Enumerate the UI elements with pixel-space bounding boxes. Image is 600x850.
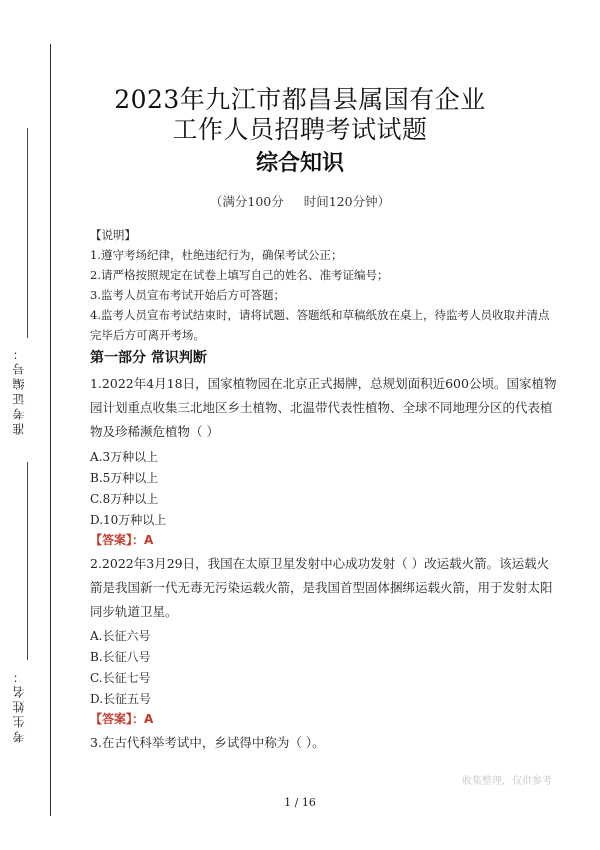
time-limit: 时间120分钟）	[303, 194, 391, 209]
exam-subject: 综合知识	[255, 151, 344, 176]
instruction-item: 2.请严格按照规定在试卷上填写自己的姓名、准考证编号；	[90, 268, 389, 282]
question-1-option-a: A.3万种以上	[90, 450, 159, 464]
exam-title-line1: 2023年九江市都昌县属国有企业	[114, 85, 486, 114]
exam-id-label: 准考证编号：	[12, 345, 26, 435]
question-2-option-b: B.长征八号	[90, 650, 151, 664]
full-score: （满分100分	[209, 194, 284, 209]
question-1-option-d: D.10万种以上	[90, 513, 167, 527]
question-2-answer: 【答案】：A	[90, 712, 154, 726]
question-1-option-c: C.8万种以上	[90, 492, 159, 506]
candidate-name-field	[27, 462, 28, 660]
question-2-option-a: A.长征六号	[90, 629, 151, 643]
instructions	[90, 225, 560, 345]
question-1-answer: 【答案】：A	[90, 533, 154, 547]
question-2-stem: 2.2022年3月29日，我国在太原卫星发射中心成功发射（ ）改运载火箭。该运载火箭是我国新一代无毒无污染运载火箭，是我国首型固体捆绑运载火箭，用于发射太阳同步轨道卫星。	[90, 556, 553, 619]
candidate-name-label: 考生姓名：	[12, 668, 26, 743]
instruction-item: 1.遵守考场纪律，杜绝违纪行为，确保考试公正；	[90, 248, 343, 262]
question-1-option-b: B.5万种以上	[90, 471, 159, 485]
exam-meta	[0, 192, 600, 210]
instruction-item: 3.监考人员宣布考试开始后方可答题；	[90, 288, 285, 302]
watermark: 收集整理，仅供参考	[462, 776, 552, 787]
instruction-item: 4.监考人员宣布考试结束时，请将试题、答题纸和草稿纸放在桌上，待监考人员收取并清点完毕后方可离开考场。	[90, 308, 550, 342]
page-number: 1 / 16	[284, 796, 316, 809]
exam-title-line2: 工作人员招聘考试试题	[172, 115, 428, 144]
question-3-stem: 3.在古代科举考试中，乡试得中称为（ ）。	[90, 735, 325, 750]
instructions-heading: 【说明】	[90, 228, 136, 242]
question-1-stem: 1.2022年4月18日，国家植物园在北京正式揭牌，总规划面积近600公顷。国家植物园计划重点收集三北地区乡土植物、北温带代表性植物、全球不同地理分区的代表植物及珍稀濒危植物（ ）	[90, 376, 557, 439]
question-2-option-c: C.长征七号	[90, 671, 151, 685]
section-title: 第一部分 常识判断	[90, 350, 207, 366]
question-2-option-d: D.长征五号	[90, 692, 152, 706]
